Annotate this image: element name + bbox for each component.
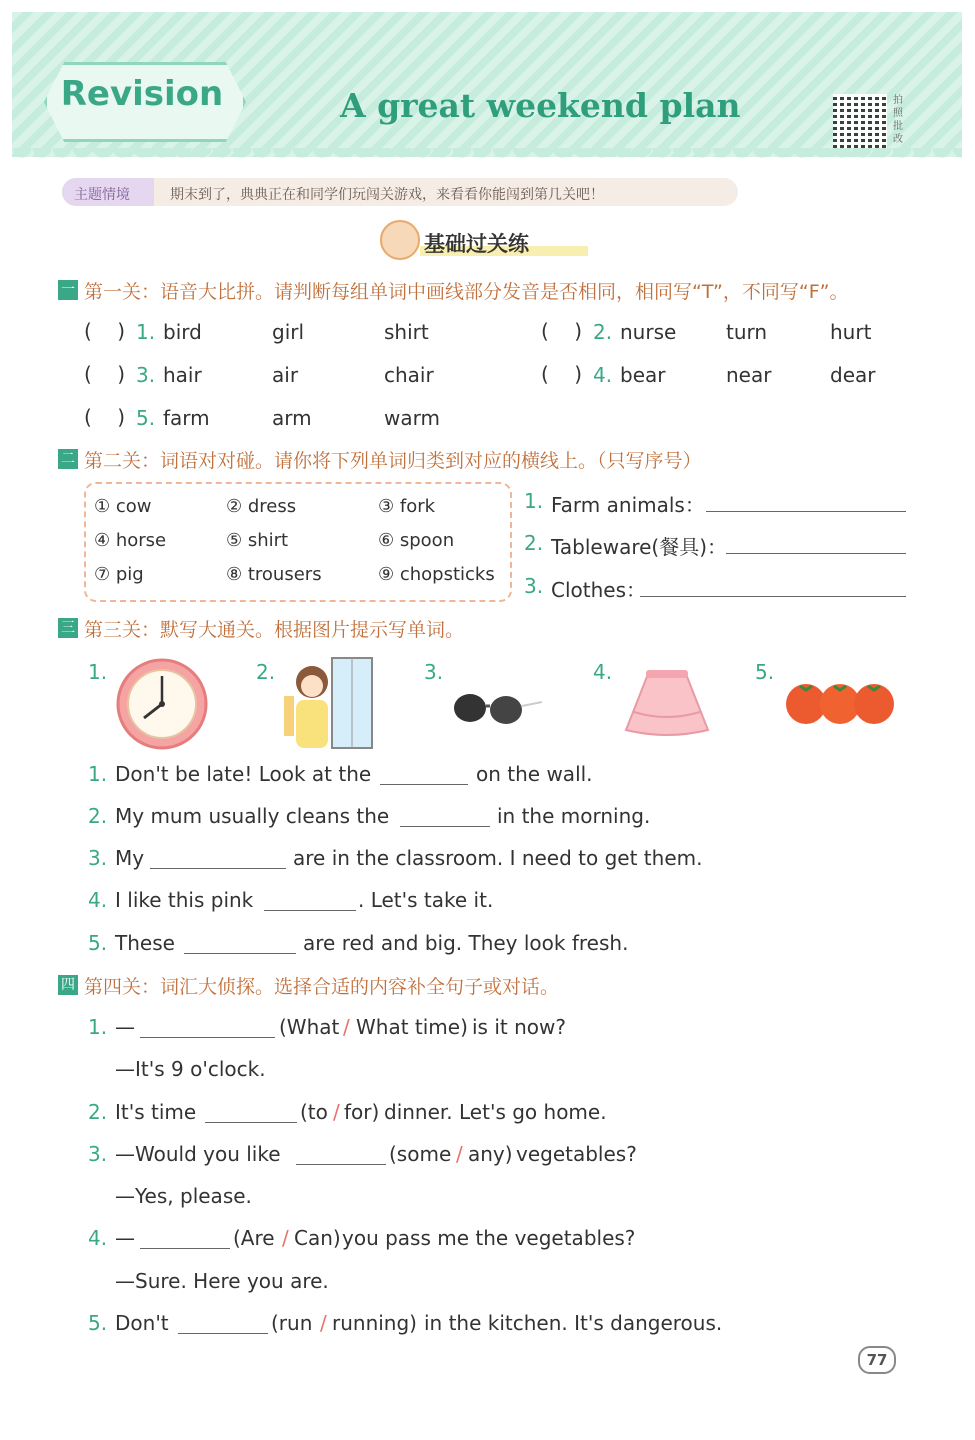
response-text: —Sure. Here you are. <box>115 1269 329 1293</box>
word: arm <box>272 406 312 430</box>
dash: — <box>115 1226 135 1250</box>
category-number: 3. <box>524 574 544 598</box>
window-picture <box>280 656 376 750</box>
qr-label: 拍照批改 <box>893 95 903 145</box>
option: for) <box>344 1100 380 1124</box>
option: running) <box>332 1311 417 1335</box>
answer-blank[interactable] <box>380 764 468 785</box>
word: girl <box>272 320 305 344</box>
section-4-title: 第四关：词汇大侦探。选择合适的内容补全句子或对话。 <box>84 976 560 998</box>
word: hair <box>163 363 202 387</box>
option-slash: / <box>320 1311 327 1335</box>
dash: — <box>115 1015 135 1039</box>
tomatoes-picture <box>784 680 898 726</box>
sentence-text: My mum usually cleans the <box>115 804 390 828</box>
answer-blank[interactable] <box>140 1228 230 1249</box>
item-number: 4. <box>88 1226 108 1250</box>
word: hurt <box>830 320 872 344</box>
sentence-text: Don't be late! Look at the <box>115 762 372 786</box>
sentence-text: dinner. Let's go home. <box>384 1100 607 1124</box>
sentence-text: is it now? <box>472 1015 566 1039</box>
word-bank-item: ⑤ shirt <box>226 530 289 551</box>
answer-blank[interactable] <box>706 491 906 512</box>
option-slash: / <box>343 1015 350 1039</box>
section-3-title: 第三关：默写大通关。根据图片提示写单词。 <box>84 619 465 641</box>
section-1-number: 一 <box>58 280 78 300</box>
item-number: 3. <box>136 363 156 387</box>
category-number: 1. <box>524 489 544 513</box>
word-bank-item: ⑥ spoon <box>378 530 455 551</box>
section-3-number: 三 <box>58 618 78 638</box>
answer-blank[interactable] <box>296 1144 386 1165</box>
skirt-picture <box>620 668 714 740</box>
word: near <box>726 363 772 387</box>
sentence-number: 1. <box>88 762 108 786</box>
picture-number: 4. <box>593 660 613 684</box>
sentence-text: . Let's take it. <box>358 888 494 912</box>
item-number: 4. <box>593 363 613 387</box>
sentence-text: It's time <box>115 1100 197 1124</box>
option: (run <box>271 1311 313 1335</box>
answer-blank[interactable] <box>140 1017 275 1038</box>
option: (Are <box>233 1226 275 1250</box>
item-number: 1. <box>136 320 156 344</box>
picture-number: 3. <box>424 660 444 684</box>
sentence-text: in the morning. <box>497 804 651 828</box>
sentence-text: on the wall. <box>476 762 593 786</box>
item-number: 2. <box>88 1100 108 1124</box>
sentence-number: 2. <box>88 804 108 828</box>
word: chair <box>384 363 434 387</box>
item-number: 5. <box>136 406 156 430</box>
response-text: —Yes, please. <box>115 1184 252 1208</box>
glasses-picture <box>450 688 546 732</box>
category-label: Clothes： <box>551 578 646 602</box>
clock-picture <box>114 658 210 750</box>
sentence-text: you pass me the vegetables? <box>342 1226 636 1250</box>
word-bank-item: ⑦ pig <box>94 564 144 585</box>
sentence-text: are in the classroom. I need to get them. <box>293 846 703 870</box>
item-number: 5. <box>88 1311 108 1335</box>
sentence-text: My <box>115 846 145 870</box>
answer-blank[interactable] <box>150 848 286 869</box>
section-4-number: 四 <box>58 975 78 995</box>
word: turn <box>726 320 768 344</box>
item-number: 3. <box>88 1142 108 1166</box>
category-label: Farm animals： <box>551 493 705 517</box>
word: bird <box>163 320 202 344</box>
word: farm <box>163 406 210 430</box>
response-text: —It's 9 o'clock. <box>115 1057 266 1081</box>
word-bank-item: ⑧ trousers <box>226 564 322 585</box>
section-1-title: 第一关：语音大比拼。请判断每组单词中画线部分发音是否相同，相同写“T”，不同写“F”。 <box>84 281 849 303</box>
option: any) <box>468 1142 513 1166</box>
section-2-title: 第二关：词语对对碰。请你将下列单词归类到对应的横线上。（只写序号） <box>84 450 702 472</box>
theme-text: 期末到了，典典正在和同学们玩闯关游戏，来看看你能闯到第几关吧！ <box>170 187 604 203</box>
sentence-number: 4. <box>88 888 108 912</box>
sentence-text: are red and big. They look fresh. <box>303 931 629 955</box>
option: (some <box>389 1142 452 1166</box>
header-wave <box>12 148 962 162</box>
item-number: 1. <box>88 1015 108 1039</box>
sentence-text: Don't <box>115 1311 169 1335</box>
answer-blank[interactable] <box>178 1313 268 1334</box>
answer-blank[interactable] <box>400 806 490 827</box>
word-bank-item: ④ horse <box>94 530 167 551</box>
picture-number: 1. <box>88 660 108 684</box>
page-title: A great weekend plan <box>340 86 741 125</box>
option-slash: / <box>456 1142 463 1166</box>
theme-tag: 主题情境 <box>74 187 130 203</box>
sentence-number: 3. <box>88 846 108 870</box>
answer-blank[interactable] <box>264 890 356 911</box>
answer-blank[interactable] <box>726 533 906 554</box>
sentence-text: These <box>115 931 175 955</box>
section-2-number: 二 <box>58 449 78 469</box>
word-bank-item: ③ fork <box>378 496 436 517</box>
option-slash: / <box>333 1100 340 1124</box>
word: nurse <box>620 320 677 344</box>
option-slash: / <box>282 1226 289 1250</box>
item-number: 2. <box>593 320 613 344</box>
option: (to <box>300 1100 328 1124</box>
word-bank-item: ② dress <box>226 496 297 517</box>
picture-number: 5. <box>755 660 775 684</box>
revision-label: Revision <box>60 74 224 114</box>
word: warm <box>384 406 440 430</box>
sentence-text: vegetables? <box>516 1142 637 1166</box>
practice-title: 基础过关练 <box>424 232 529 256</box>
sentence-text: in the kitchen. It's dangerous. <box>424 1311 723 1335</box>
picture-number: 2. <box>256 660 276 684</box>
word-bank-item: ⑨ chopsticks <box>378 564 495 585</box>
answer-blank[interactable] <box>640 576 906 597</box>
answer-blank[interactable] <box>205 1102 297 1123</box>
category-label: Tableware(餐具)： <box>551 535 728 559</box>
option: What time) <box>356 1015 468 1039</box>
sentence-number: 5. <box>88 931 108 955</box>
option: Can) <box>294 1226 341 1250</box>
answer-blank[interactable] <box>184 933 296 954</box>
word-bank-item: ① cow <box>94 496 152 517</box>
sentence-text: I like this pink <box>115 888 254 912</box>
sentence-text: —Would you like <box>115 1142 281 1166</box>
option: (What <box>279 1015 340 1039</box>
word: air <box>272 363 299 387</box>
page-number: 77 <box>858 1346 896 1374</box>
qr-code-overlay <box>833 94 887 148</box>
word: dear <box>830 363 876 387</box>
category-number: 2. <box>524 531 544 555</box>
baby-mascot-icon <box>380 220 420 260</box>
word: shirt <box>384 320 429 344</box>
word: bear <box>620 363 666 387</box>
